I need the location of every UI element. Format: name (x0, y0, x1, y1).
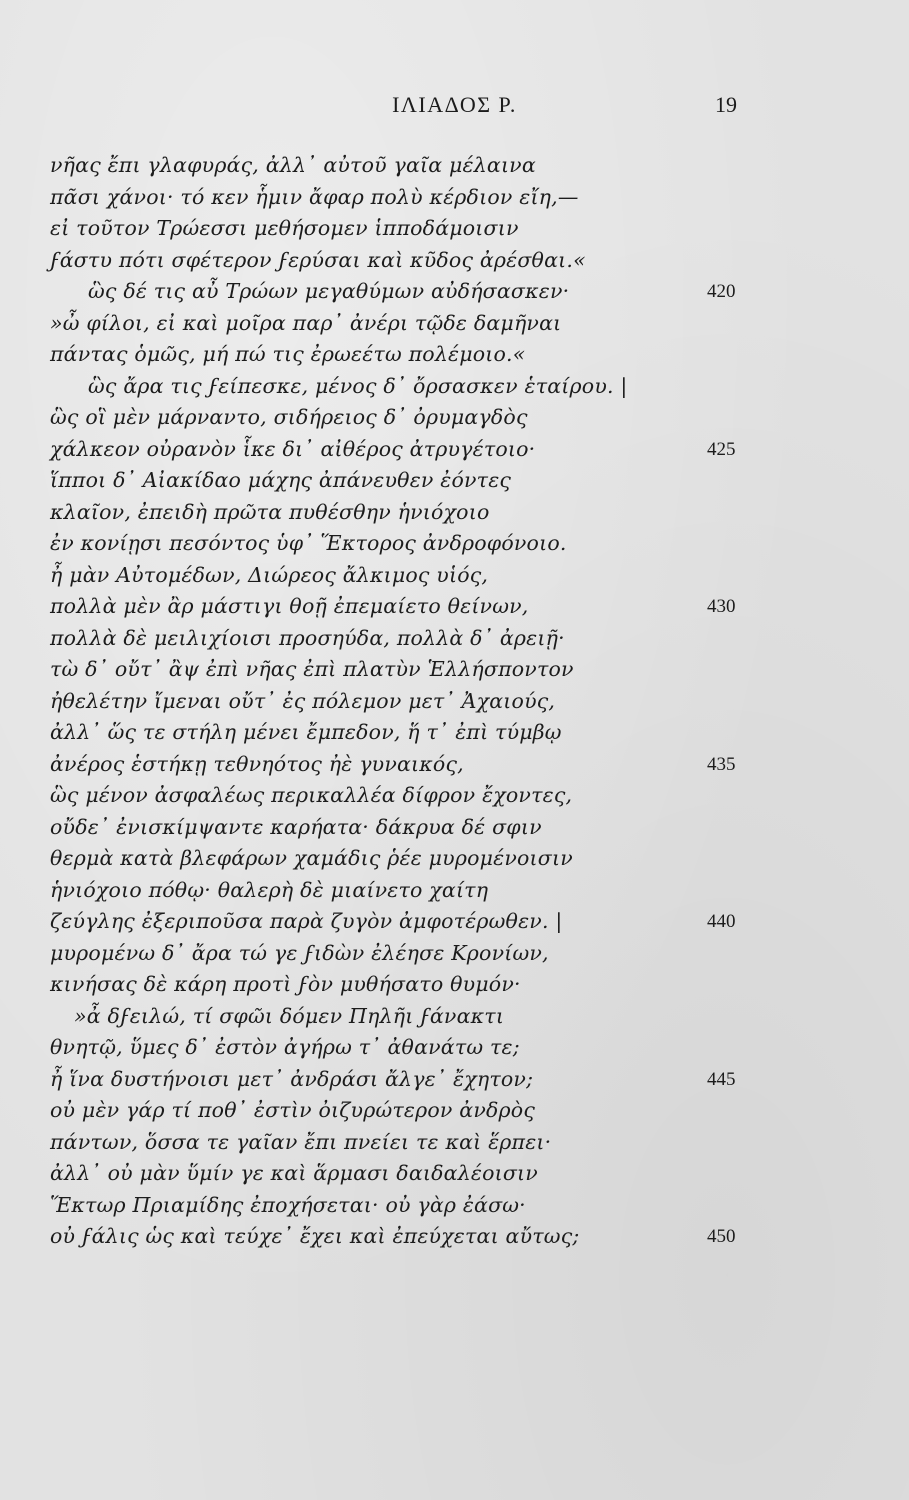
verse-line (50, 308, 750, 340)
verse-text: ἦ μὰν Αὐτομέδων, Διώρεος ἄλκιμος υἱός, (50, 562, 489, 587)
line-number: 445 (707, 1068, 736, 1090)
verse-text: πάντας ὁμῶς, μή πώ τις ἐρωεέτω πολέμοιο.« (50, 342, 526, 366)
verse-line (50, 150, 750, 182)
verse-text: ἀλλ᾽ ὥς τε στήλη μένει ἔμπεδον, ἥ τ᾽ ἐπὶ τύμβῳ (50, 720, 562, 744)
verse-line (50, 245, 750, 277)
verse-text: ἀλλ᾽ οὐ μὰν ὕμίν γε καὶ ἅρμασι δαιδαλέοισιν (50, 1161, 538, 1185)
verse-line (50, 560, 750, 592)
verse-text: οὔδε᾽ ἐνισκίμψαντε καρήατα· δάκρυα δέ σφιν (50, 814, 542, 839)
verse-line (50, 875, 750, 907)
verse-line (50, 812, 750, 844)
verse-line (50, 780, 750, 812)
verse-line (50, 1001, 750, 1033)
verse-line (50, 276, 750, 308)
running-title: ΙΛΙΑΔΟΣ Ρ. (392, 92, 517, 117)
verse-line (50, 906, 750, 938)
verse-text: ἦ ἵνα δυστήνοισι μετ᾽ ἀνδράσι ἄλγε᾽ ἔχητον; (50, 1066, 534, 1091)
verse-line (50, 717, 750, 749)
verse-line (50, 654, 750, 686)
verse-text: ὣς οἳ μὲν μάρναντο, σιδήρειος δ᾽ ὀρυμαγδὸς (50, 405, 528, 429)
verse-text: ἐν κονίῃσι πεσόντος ὑφ᾽ Ἕκτορος ἀνδροφόνοιο. (50, 531, 567, 555)
verse-text: οὐ ϝάλις ὡς καὶ τεύχε᾽ ἔχει καὶ ἐπεύχεται αὔτως; (50, 1224, 580, 1248)
verse-text: ϝάστυ πότι σφέτερον ϝερύσαι καὶ κῦδος ἀρέσθαι.« (50, 247, 586, 272)
verse-block (50, 150, 750, 1253)
verse-text: κλαῖον, ἐπειδὴ πρῶτα πυθέσθην ἡνιόχοιο (50, 499, 490, 524)
verse-line (50, 465, 750, 497)
verse-text: πᾶσι χάνοι· τό κεν ἧμιν ἄφαρ πολὺ κέρδιον εἴη,— (50, 184, 579, 209)
verse-text: χάλκεον οὐρανὸν ἷκε δι᾽ αἰθέρος ἀτρυγέτοιο· (50, 436, 536, 461)
verse-line (50, 497, 750, 529)
verse-text: τὼ δ᾽ οὔτ᾽ ἂψ ἐπὶ νῆας ἐπὶ πλατὺν Ἑλλήσποντον (50, 657, 574, 681)
verse-line (50, 843, 750, 875)
verse-text: θνητῷ, ὕμες δ᾽ ἐστὸν ἀγήρω τ᾽ ἀθανάτω τε; (50, 1035, 520, 1059)
verse-line (50, 1095, 750, 1127)
verse-text: »ὦ φίλοι, εἰ καὶ μοῖρα παρ᾽ ἀνέρι τῷδε δαμῆναι (50, 310, 562, 335)
line-number: 450 (707, 1226, 736, 1247)
line-number: 435 (707, 753, 736, 775)
verse-line (50, 1221, 750, 1253)
verse-line (50, 434, 750, 466)
verse-text: πολλὰ δὲ μειλιχίοισι προσηύδα, πολλὰ δ᾽ ἀρειῇ· (50, 625, 565, 650)
page-number: 19 (715, 92, 737, 117)
line-number: 430 (707, 596, 736, 617)
verse-text: ζεύγλης ἐξεριποῦσα παρὰ ζυγὸν ἀμφοτέρωθεν. | (50, 909, 563, 933)
verse-line (50, 213, 750, 245)
verse-line (50, 1032, 750, 1064)
verse-line (50, 1190, 750, 1222)
verse-text: ὣς μένον ἀσφαλέως περικαλλέα δίφρον ἔχοντες, (50, 783, 573, 807)
line-number: 425 (707, 438, 736, 460)
verse-line (50, 969, 750, 1001)
verse-line (50, 528, 750, 560)
verse-line (50, 1064, 750, 1096)
verse-line (50, 1158, 750, 1190)
verse-text: κινήσας δὲ κάρη προτὶ ϝὸν μυθήσατο θυμόν· (50, 972, 521, 996)
verse-text: οὐ μὲν γάρ τί ποθ᾽ ἐστὶν ὀιζυρώτερον ἀνδρὸς (50, 1098, 536, 1122)
verse-line (50, 591, 750, 623)
verse-line (50, 623, 750, 655)
verse-text: νῆας ἔπι γλαφυράς, ἀλλ᾽ αὐτοῦ γαῖα μέλαινα (50, 153, 536, 177)
verse-text: ἡνιόχοιο πόθῳ· θαλερὴ δὲ μιαίνετο χαίτη (50, 877, 489, 902)
verse-text: πολλὰ μὲν ἂρ μάστιγι θοῇ ἐπεμαίετο θείνων, (50, 594, 529, 618)
line-number: 440 (707, 911, 736, 932)
verse-line (50, 749, 750, 781)
verse-line (50, 938, 750, 970)
verse-line (50, 339, 750, 371)
verse-text: θερμὰ κατὰ βλεφάρων χαμάδις ῥέε μυρομένοισιν (50, 846, 573, 870)
verse-text: ἠθελέτην ἴμεναι οὔτ᾽ ἐς πόλεμον μετ᾽ Ἀχαιούς, (50, 688, 556, 713)
verse-line (50, 402, 750, 434)
verse-line (50, 371, 750, 403)
line-number: 420 (707, 281, 736, 302)
verse-line (50, 686, 750, 718)
verse-text: »ἆ δϝειλώ, τί σφῶι δόμεν Πηλῆι ϝάνακτι (74, 1003, 505, 1028)
verse-text: πάντων, ὅσσα τε γαῖαν ἔπι πνείει τε καὶ ἕρπει· (50, 1129, 552, 1154)
verse-text: μυρομένω δ᾽ ἄρα τώ γε ϝιδὼν ἐλέησε Κρονίων, (50, 940, 549, 965)
verse-text: εἰ τοῦτον Τρώεσσι μεθήσομεν ἱπποδάμοισιν (50, 216, 519, 240)
verse-text: ἀνέρος ἑστήκῃ τεθνηότος ἠὲ γυναικός, (50, 751, 464, 776)
verse-line (50, 1127, 750, 1159)
verse-text: ὣς δέ τις αὖ Τρώων μεγαθύμων αὐδήσασκεν· (88, 279, 570, 303)
verse-text: Ἕκτωρ Πριαμίδης ἐποχήσεται· οὐ γὰρ ἐάσω· (50, 1192, 526, 1217)
verse-text: ἵπποι δ᾽ Αἰακίδαο μάχης ἀπάνευθεν ἐόντες (50, 468, 512, 492)
verse-text: ὣς ἄρα τις ϝείπεσκε, μένος δ᾽ ὄρσασκεν ἑταίρου. | (88, 373, 628, 398)
verse-line (50, 182, 750, 214)
